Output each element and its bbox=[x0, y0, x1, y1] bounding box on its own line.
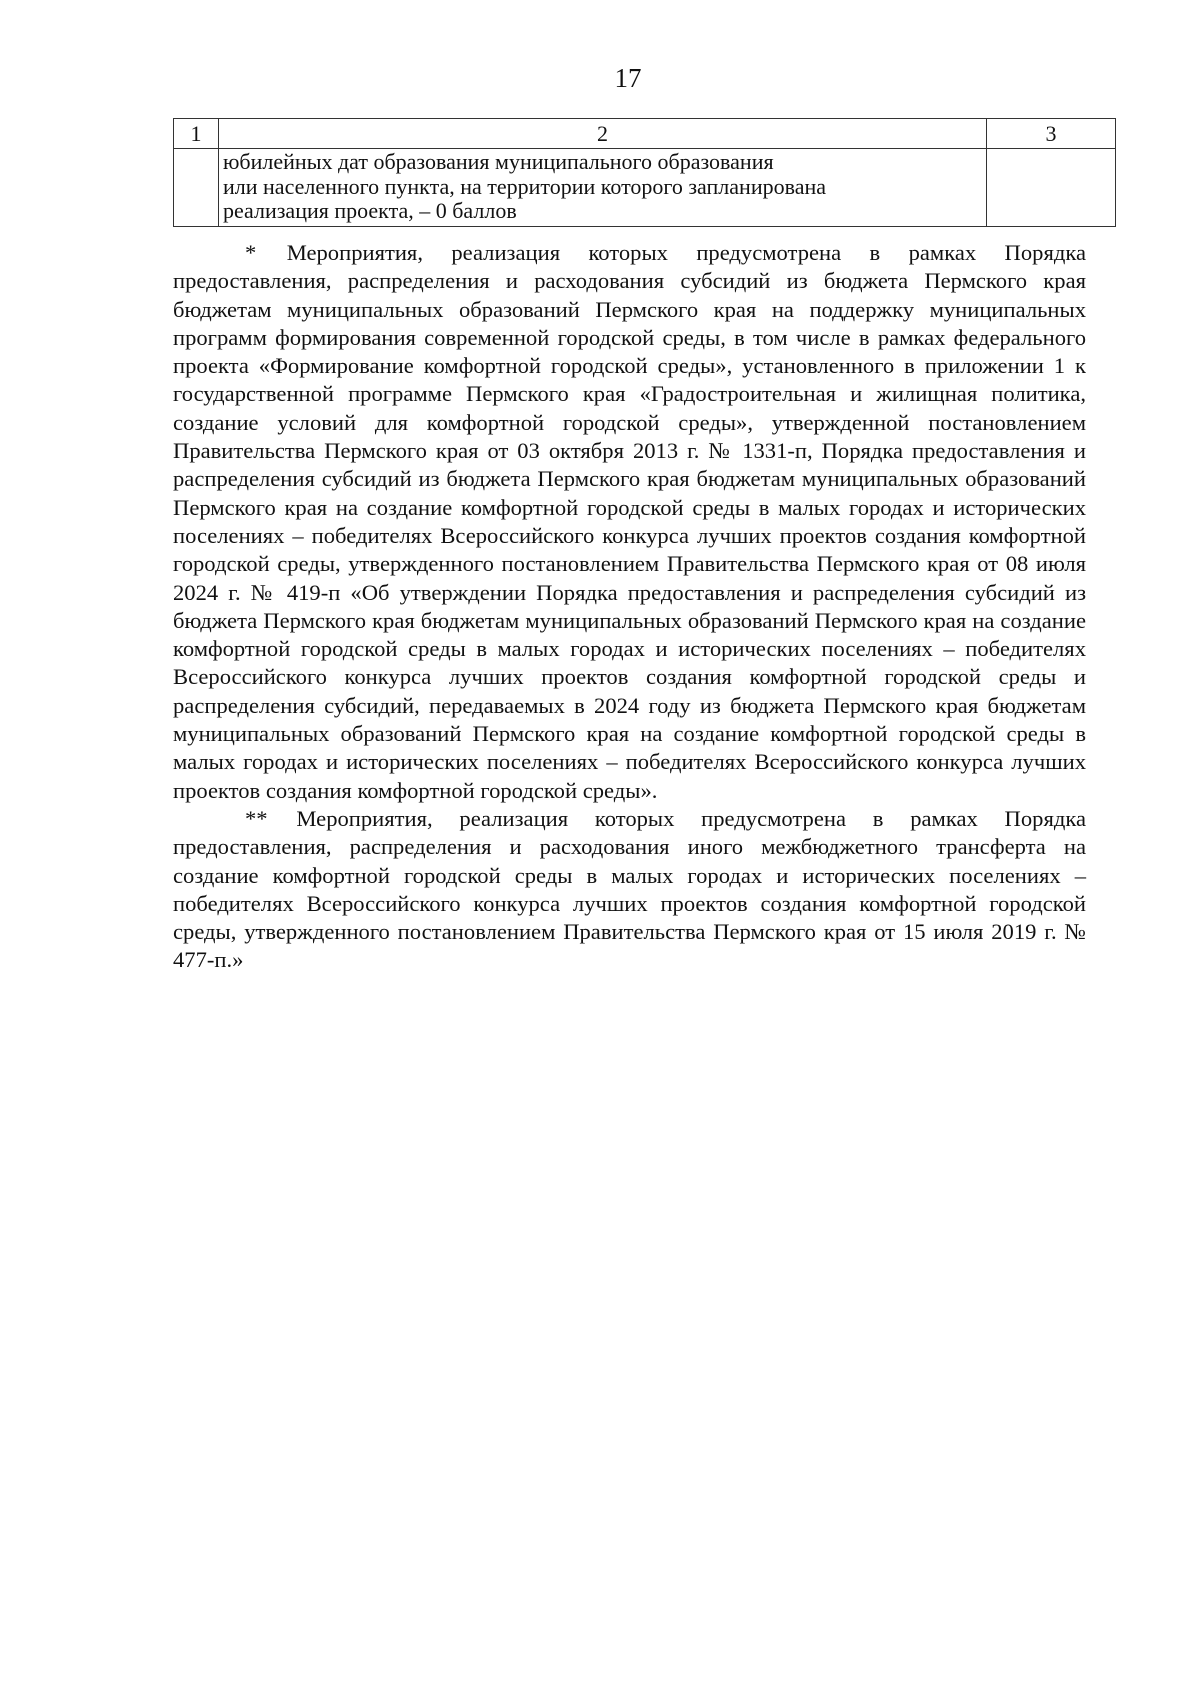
footnote-text: Мероприятия, реализация которых предусмотрена в рамках Порядка предоставления, распределения и расходования иного межбюджетного трансферта на создание комфортной городской среды в малых городах и исторических поселениях – победителях Всероссийского конкурса лучших проектов создания комфортной городской среды, утвержденного постановлением Правительства Пермского края от 15 июля 2019 г. № 477-п.» bbox=[173, 805, 1087, 973]
table-cell-line: реализация проекта, – 0 баллов bbox=[223, 198, 517, 223]
table-cell-line: юбилейных дат образования муниципального образования bbox=[223, 149, 774, 174]
table-header-row bbox=[174, 119, 1116, 149]
footnotes bbox=[173, 239, 1086, 975]
table-cell-line: или населенного пункта, на территории которого запланирована bbox=[223, 173, 826, 199]
footnote-double-asterisk bbox=[173, 805, 1086, 975]
footnote-marker: * bbox=[245, 240, 257, 265]
table-header-cell: 3 bbox=[987, 119, 1116, 149]
table-cell bbox=[174, 149, 219, 227]
criteria-table bbox=[173, 118, 1116, 227]
table-header-cell: 2 bbox=[219, 119, 987, 149]
table-cell bbox=[987, 149, 1116, 227]
footnote-text: Мероприятия, реализация которых предусмотрена в рамках Порядка предоставления, распределения и расходования субсидий из бюджета Пермского края бюджетам муниципальных образований Пермского края на поддержку муниципальных программ формирования современной городской среды, в том числе в рамках федерального проекта «Формирование комфортной городской среды», установленного в приложении 1 к государственной программе Пермского края «Градостроительная и жилищная политика, создание условий для комфортной городской среды», утвержденной постановлением Правительства Пермского края от 03 октября 2013 г. № 1331-п, Порядка предоставления и распределения субсидий из бюджета Пермского края бюджетам муниципальных образований Пермского края на создание комфортной городской среды в малых городах и исторических поселениях – победителях Всероссийского конкурса лучших проектов создания комфортной городской среды, утвержденного постановлением Правительства Пермского края от 08 июля 2024 г. № 419-п «Об утверждении Порядка предоставления и распределения субсидий из бюджета Пермского края бюджетам муниципальных образований Пермского края на создание комфортной городской среды в малых городах и исторических поселениях – победителях Всероссийского конкурса лучших проектов создания комфортной городской среды и распределения субсидий, передаваемых в 2024 году из бюджета Пермского края бюджетам муниципальных образований Пермского края на создание комфортной городской среды в малых городах и исторических поселениях – победителях Всероссийского конкурса лучших проектов создания комфортной городской среды». bbox=[173, 240, 1086, 803]
table-cell bbox=[219, 149, 987, 227]
page-number: 17 bbox=[614, 63, 642, 93]
footnote-marker: ** bbox=[245, 805, 268, 831]
footnote-single-asterisk bbox=[173, 239, 1086, 805]
table-row bbox=[174, 149, 1116, 227]
table-header-cell: 1 bbox=[174, 119, 219, 149]
